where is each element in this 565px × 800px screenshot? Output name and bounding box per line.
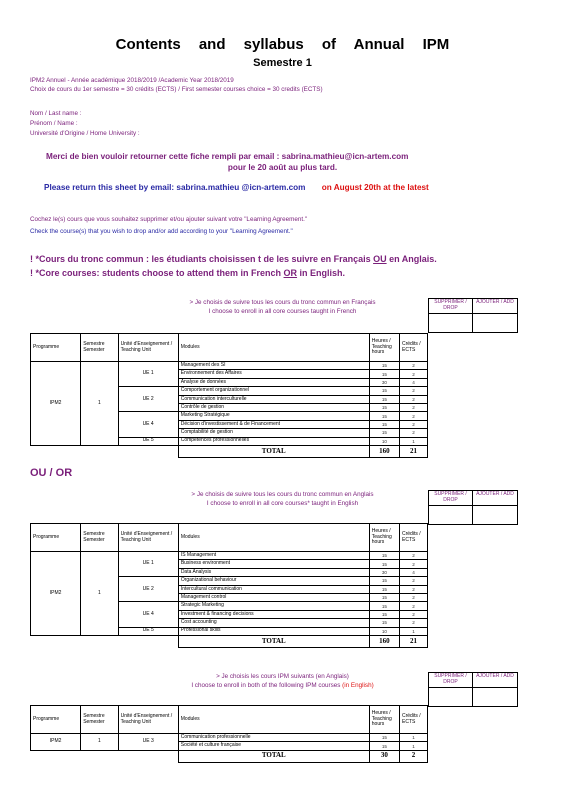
module-credits: 2 xyxy=(400,619,428,627)
module-credits: 4 xyxy=(400,378,428,386)
module-name: Communication professionnelle xyxy=(178,734,369,742)
semester-cell: 1 xyxy=(81,552,118,636)
module-hours: 15 xyxy=(369,577,399,585)
block2-drop-header: SUPPRIMER / DROP xyxy=(429,491,473,506)
header-credits: Crédits / ECTS xyxy=(400,334,428,362)
block3-add-checkbox[interactable] xyxy=(473,688,517,706)
header-programme: Programme xyxy=(31,706,81,734)
header-heures: Heures / Teaching hours xyxy=(369,334,399,362)
header-heures: Heures / Teaching hours xyxy=(369,706,399,734)
header-credits: Crédits / ECTS xyxy=(400,706,428,734)
module-name: Intercultural communication xyxy=(178,585,369,593)
module-credits: 2 xyxy=(400,403,428,411)
module-name: Contrôle de gestion xyxy=(178,403,369,411)
return-en-text: Please return this sheet by email: sabrina.mathieu @icn-artem.com xyxy=(44,183,306,192)
module-name: Compétences professionnelles xyxy=(178,437,369,445)
module-hours: 30 xyxy=(369,568,399,576)
module-credits: 2 xyxy=(400,602,428,610)
instructions-en: Check the course(s) that you wish to drop and/or add according to your "Learning Agreement." xyxy=(30,228,293,235)
return-fr-line1: Merci de bien vouloir retourner cette fiche rempli par email : sabrina.mathieu@icn-artem.com xyxy=(46,152,409,161)
block1-note-en: I choose to enroll in all core courses taught in French xyxy=(208,308,357,315)
module-name: Décision d'investissement & de Financement xyxy=(178,420,369,428)
block2-drop-checkbox[interactable] xyxy=(429,506,473,524)
module-credits: 1 xyxy=(400,742,428,750)
block2-add-header: AJOUTER / ADD xyxy=(473,491,517,506)
core-fr: ! *Cours du tronc commun : les étudiants choisissen t de les suivre en Français OU en Anglais. xyxy=(30,254,437,264)
block2-action-box xyxy=(428,490,518,525)
programme-cell: IPM2 xyxy=(31,362,81,446)
module-hours: 10 xyxy=(369,437,399,445)
block2-course-table xyxy=(30,523,428,648)
total-label: TOTAL xyxy=(178,445,369,457)
module-hours: 30 xyxy=(369,378,399,386)
table-header-row xyxy=(31,334,428,362)
module-credits: 2 xyxy=(400,429,428,437)
total-blank xyxy=(31,750,179,762)
module-credits: 1 xyxy=(400,437,428,445)
module-name: Management control xyxy=(178,593,369,601)
module-name: IS Management xyxy=(178,552,369,560)
module-name: Data Analysis xyxy=(178,568,369,576)
core-en: ! *Core courses: students choose to attend them in French OR in English. xyxy=(30,268,346,278)
programme-cell: IPM2 xyxy=(31,552,81,636)
module-credits: 2 xyxy=(400,387,428,395)
block3-action-box xyxy=(428,672,518,707)
module-hours: 15 xyxy=(369,734,399,742)
module-name: Organizational behaviour xyxy=(178,577,369,585)
header-ue: Unité d'Enseignement / Teaching Unit xyxy=(118,706,178,734)
instructions-fr: Cochez le(s) cours que vous souhaitez supprimer et/ou ajouter suivant votre "Learning Agreement." xyxy=(30,216,308,223)
module-credits: 2 xyxy=(400,577,428,585)
ue-cell: UE 1 xyxy=(118,362,178,387)
module-credits: 2 xyxy=(400,585,428,593)
module-name: Comportement organizationnel xyxy=(178,387,369,395)
module-name: Société et culture française xyxy=(178,742,369,750)
module-hours: 15 xyxy=(369,395,399,403)
semester-cell: 1 xyxy=(81,362,118,446)
block1-course-table xyxy=(30,333,428,458)
module-hours: 15 xyxy=(369,420,399,428)
total-credits: 21 xyxy=(400,445,428,457)
module-credits: 2 xyxy=(400,370,428,378)
table-header-row xyxy=(31,706,428,734)
module-credits: 2 xyxy=(400,610,428,618)
ou-or-separator: OU / OR xyxy=(30,467,73,479)
return-en-deadline: on August 20th at the latest xyxy=(321,183,429,192)
table-header-row xyxy=(31,524,428,552)
module-hours: 15 xyxy=(369,387,399,395)
block2-note-fr: > Je choisis de suivre tous les cours du tronc commun en Anglais xyxy=(191,491,374,498)
header-modules: Modules xyxy=(178,334,369,362)
block3-drop-checkbox[interactable] xyxy=(429,688,473,706)
module-credits: 1 xyxy=(400,627,428,635)
module-hours: 15 xyxy=(369,619,399,627)
ue-cell: UE 4 xyxy=(118,602,178,627)
module-name: Analyse de données xyxy=(178,378,369,386)
ue-cell: UE 3 xyxy=(118,734,178,751)
module-name: Business environment xyxy=(178,560,369,568)
intro-year: IPM2 Annuel - Année académique 2018/2019 /Academic Year 2018/2019 xyxy=(30,77,234,84)
block1-action-box xyxy=(428,298,518,333)
total-credits: 2 xyxy=(400,750,428,762)
module-credits: 2 xyxy=(400,552,428,560)
module-hours: 15 xyxy=(369,610,399,618)
block1-add-checkbox[interactable] xyxy=(473,314,517,332)
header-heures: Heures / Teaching hours xyxy=(369,524,399,552)
module-hours: 15 xyxy=(369,593,399,601)
module-hours: 15 xyxy=(369,412,399,420)
block3-course-table xyxy=(30,705,428,763)
block1-note-fr: > Je choisis de suivre tous les cours du tronc commun en Français xyxy=(189,299,376,306)
ue-cell: UE 2 xyxy=(118,387,178,412)
module-credits: 1 xyxy=(400,734,428,742)
table-row xyxy=(31,362,428,370)
module-hours: 15 xyxy=(369,429,399,437)
module-credits: 2 xyxy=(400,412,428,420)
return-fr-line2: pour le 20 août au plus tard. xyxy=(227,163,338,172)
header-ue: Unité d'Enseignement / Teaching Unit xyxy=(118,524,178,552)
module-hours: 15 xyxy=(369,552,399,560)
total-hours: 160 xyxy=(369,635,399,647)
header-modules: Modules xyxy=(178,706,369,734)
total-label: TOTAL xyxy=(178,750,369,762)
module-name: Cost accounting xyxy=(178,619,369,627)
module-name: Strategic Marketing xyxy=(178,602,369,610)
module-hours: 10 xyxy=(369,627,399,635)
page-title: Contents and syllabus of Annual IPM xyxy=(115,36,450,53)
ue-cell: UE 5 xyxy=(118,627,178,635)
module-hours: 15 xyxy=(369,560,399,568)
total-row xyxy=(31,750,428,762)
module-hours: 15 xyxy=(369,602,399,610)
module-name: Communication interculturelle xyxy=(178,395,369,403)
header-programme: Programme xyxy=(31,524,81,552)
module-hours: 15 xyxy=(369,370,399,378)
total-blank xyxy=(31,635,179,647)
ue-cell: UE 2 xyxy=(118,577,178,602)
module-name: Marketing Stratégique xyxy=(178,412,369,420)
block3-add-header: AJOUTER / ADD xyxy=(473,673,517,688)
block3-drop-header: SUPPRIMER / DROP xyxy=(429,673,473,688)
module-credits: 2 xyxy=(400,420,428,428)
header-semestre: Semestre Semester xyxy=(81,524,118,552)
module-hours: 15 xyxy=(369,362,399,370)
block2-note-en: I choose to enroll in all core courses* taught in English xyxy=(206,500,359,507)
block3-note-en: I choose to enroll in both of the following IPM courses (in English) xyxy=(191,682,374,689)
header-credits: Crédits / ECTS xyxy=(400,524,428,552)
module-credits: 4 xyxy=(400,568,428,576)
field-last-name: Nom / Last name : xyxy=(30,110,82,117)
block1-drop-header: SUPPRIMER / DROP xyxy=(429,299,473,314)
header-semestre: Semestre Semester xyxy=(81,334,118,362)
module-hours: 15 xyxy=(369,585,399,593)
header-programme: Programme xyxy=(31,334,81,362)
ue-cell: UE 1 xyxy=(118,552,178,577)
total-label: TOTAL xyxy=(178,635,369,647)
block2-add-checkbox[interactable] xyxy=(473,506,517,524)
header-semestre: Semestre Semester xyxy=(81,706,118,734)
module-hours: 15 xyxy=(369,403,399,411)
table-row xyxy=(31,734,428,742)
module-credits: 2 xyxy=(400,560,428,568)
module-hours: 15 xyxy=(369,742,399,750)
intro-credits: Choix de cours du 1er semestre = 30 crédits (ECTS) / First semester courses choice = 30 credits (ECTS) xyxy=(30,86,323,93)
header-modules: Modules xyxy=(178,524,369,552)
module-name: Professional skills xyxy=(178,627,369,635)
module-name: Environnement des Affaires xyxy=(178,370,369,378)
ue-cell: UE 5 xyxy=(118,437,178,445)
header-ue: Unité d'Enseignement / Teaching Unit xyxy=(118,334,178,362)
module-name: Comptabilité de gestion xyxy=(178,429,369,437)
block1-add-header: AJOUTER / ADD xyxy=(473,299,517,314)
total-credits: 21 xyxy=(400,635,428,647)
module-credits: 2 xyxy=(400,362,428,370)
semester-label: Semestre 1 xyxy=(253,57,312,69)
module-name: Investment & financing decisions xyxy=(178,610,369,618)
total-row xyxy=(31,635,428,647)
module-credits: 2 xyxy=(400,593,428,601)
total-hours: 160 xyxy=(369,445,399,457)
total-blank xyxy=(31,445,179,457)
semester-cell: 1 xyxy=(81,734,118,751)
block1-drop-checkbox[interactable] xyxy=(429,314,473,332)
ue-cell: UE 4 xyxy=(118,412,178,437)
programme-cell: IPM2 xyxy=(31,734,81,751)
field-first-name: Prénom / Name : xyxy=(30,120,78,127)
total-row xyxy=(31,445,428,457)
total-hours: 30 xyxy=(369,750,399,762)
field-university: Université d'Origine / Home University : xyxy=(30,130,140,137)
block3-note-fr: > Je choisis les cours IPM suivants (en Anglais) xyxy=(216,673,349,680)
module-credits: 2 xyxy=(400,395,428,403)
module-name: Management des SI xyxy=(178,362,369,370)
table-row xyxy=(31,552,428,560)
